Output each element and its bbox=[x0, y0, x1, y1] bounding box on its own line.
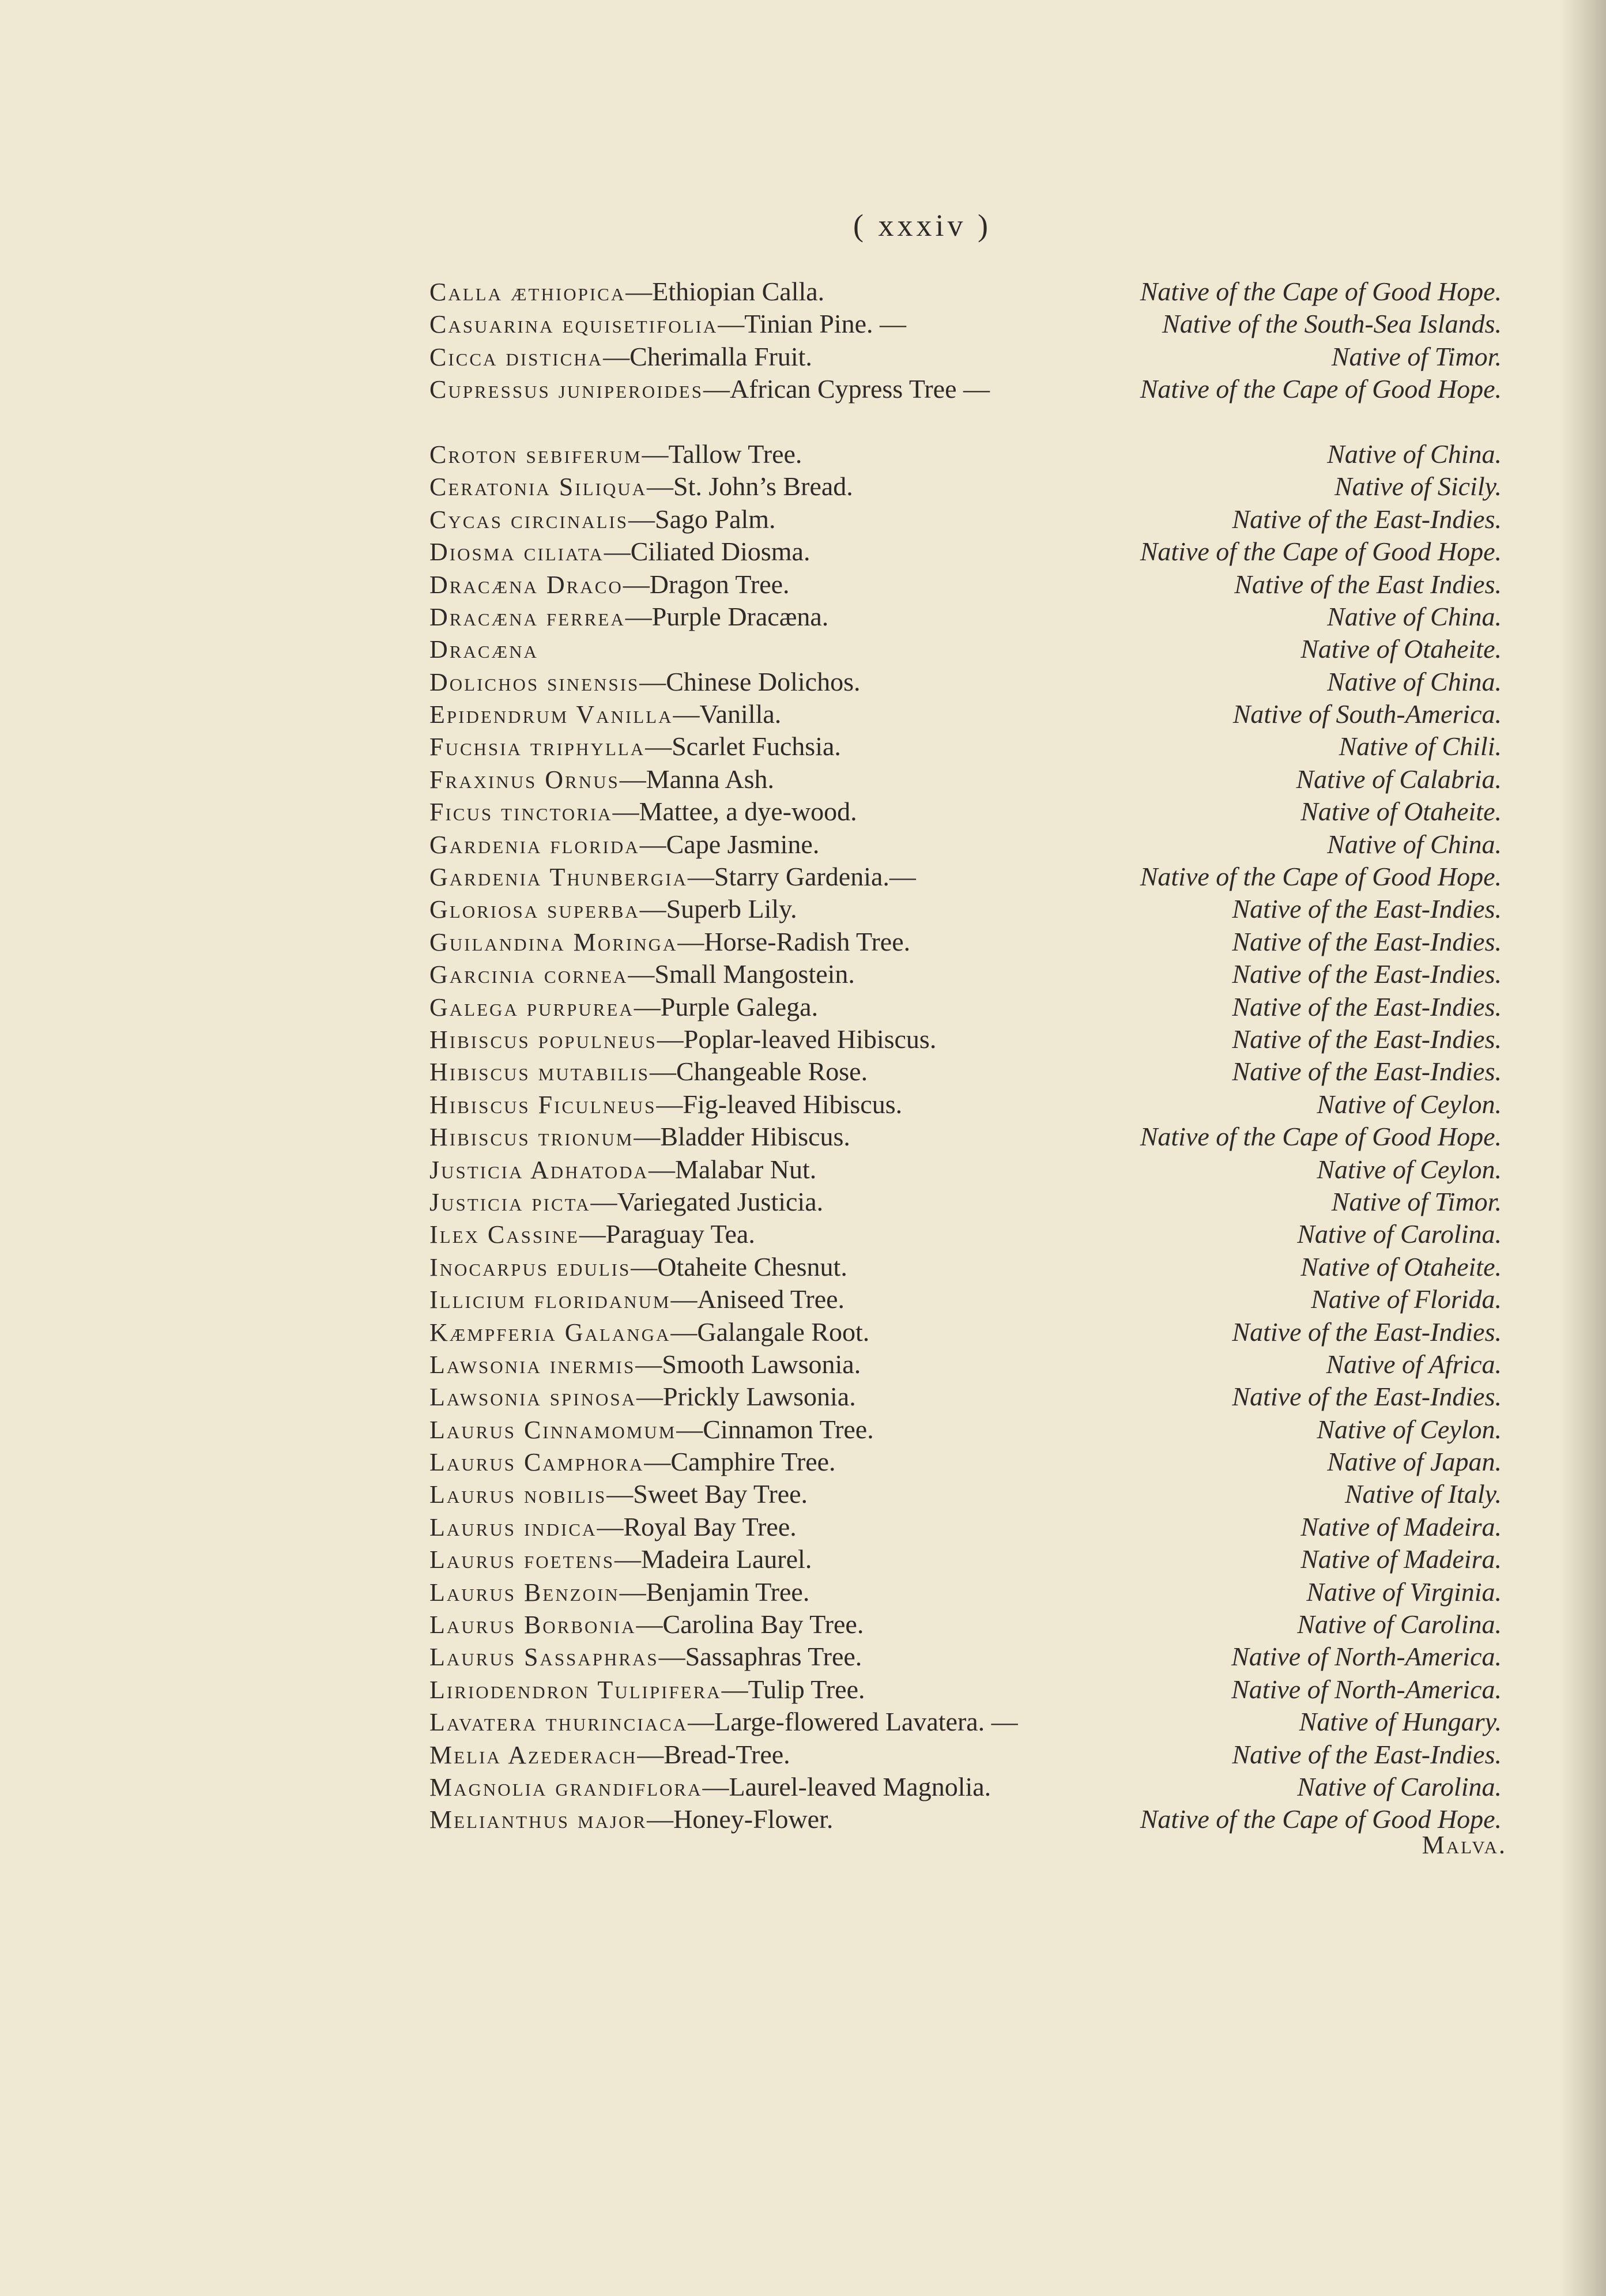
native-region: Native of the Cape of Good Hope. bbox=[1140, 862, 1502, 892]
list-item bbox=[429, 1739, 1502, 1771]
common-name: —Variegated Justicia. bbox=[590, 1186, 824, 1216]
botanical-name: Inocarpus edulis bbox=[429, 1253, 631, 1281]
botanical-name: Laurus nobilis bbox=[429, 1480, 607, 1509]
native-region: Native of the East-Indies. bbox=[1232, 991, 1502, 1021]
native-region: Native of North-America. bbox=[1231, 1642, 1502, 1672]
botanical-name: Dracæna bbox=[429, 635, 538, 664]
botanical-name: Laurus foetens bbox=[429, 1545, 615, 1574]
native-region: Native of Hungary. bbox=[1299, 1707, 1502, 1737]
common-name: —Tinian Pine. — bbox=[718, 309, 907, 339]
list-item bbox=[429, 536, 1502, 568]
common-name: —Scarlet Fuchsia. bbox=[645, 732, 841, 761]
botanical-name: Dracæna ferrea bbox=[429, 602, 625, 631]
botanical-name: Calla æthiopica bbox=[429, 278, 626, 306]
list-item bbox=[429, 926, 1502, 958]
common-name: —Purple Dracæna. bbox=[625, 601, 829, 631]
list-item bbox=[429, 1186, 1502, 1218]
botanical-name: Lavatera thurinciaca bbox=[429, 1708, 688, 1737]
native-region: Native of Timor. bbox=[1331, 1186, 1502, 1216]
list-item bbox=[429, 568, 1502, 601]
botanical-name: Cycas circinalis bbox=[429, 505, 628, 534]
botanical-name: Hibiscus Ficulneus bbox=[429, 1090, 657, 1119]
native-region: Native of the South-Sea Islands. bbox=[1162, 309, 1502, 339]
common-name: —Manna Ash. bbox=[619, 764, 775, 794]
list-item bbox=[429, 1218, 1502, 1250]
list-item bbox=[429, 796, 1502, 828]
list-item bbox=[429, 861, 1502, 893]
list-item bbox=[429, 958, 1502, 990]
botanical-name: Garcinia cornea bbox=[429, 960, 628, 989]
list-item bbox=[429, 1316, 1502, 1348]
list-item bbox=[429, 991, 1502, 1023]
native-region: Native of Japan. bbox=[1327, 1447, 1502, 1477]
common-name: —Honey-Flower. bbox=[647, 1804, 834, 1834]
native-region: Native of China. bbox=[1327, 829, 1502, 859]
botanical-name: Kæmpferia Galanga bbox=[429, 1318, 671, 1347]
common-name: —Poplar-leaved Hibiscus. bbox=[657, 1024, 937, 1054]
list-item bbox=[429, 1023, 1502, 1055]
native-region: Native of the East-Indies. bbox=[1232, 894, 1502, 924]
native-region: Native of China. bbox=[1327, 439, 1502, 469]
botanical-name: Cicca disticha bbox=[429, 342, 604, 371]
list-item bbox=[429, 1055, 1502, 1088]
native-region: Native of Otaheite. bbox=[1300, 634, 1502, 664]
botanical-name: Gardenia florida bbox=[429, 830, 640, 859]
list-item bbox=[429, 1543, 1502, 1575]
native-region: Native of Madeira. bbox=[1300, 1511, 1502, 1541]
native-region: Native of China. bbox=[1327, 601, 1502, 631]
list-item bbox=[429, 1608, 1502, 1641]
list-item bbox=[429, 698, 1502, 730]
list-item bbox=[429, 1121, 1502, 1153]
common-name: —Aniseed Tree. bbox=[670, 1284, 845, 1314]
native-region: Native of Carolina. bbox=[1297, 1219, 1502, 1249]
botanical-name: Gardenia Thunbergia bbox=[429, 863, 688, 892]
list-item bbox=[429, 341, 1502, 373]
common-name: —St. John’s Bread. bbox=[647, 472, 853, 502]
botanical-name: Liriodendron Tulipifera bbox=[429, 1675, 722, 1704]
common-name: —Malabar Nut. bbox=[649, 1154, 817, 1184]
list-item bbox=[429, 308, 1502, 340]
plant-list bbox=[429, 276, 1502, 1836]
page-edge-shadow bbox=[1560, 0, 1606, 2296]
native-region: Native of the East-Indies. bbox=[1232, 504, 1502, 534]
native-region: Native of Florida. bbox=[1311, 1284, 1502, 1314]
botanical-name: Gloriosa superba bbox=[429, 895, 640, 924]
common-name: —Changeable Rose. bbox=[649, 1057, 868, 1087]
native-region: Native of Madeira. bbox=[1300, 1544, 1502, 1574]
common-name: —Smooth Lawsonia. bbox=[635, 1349, 861, 1379]
native-region: Native of Ceylon. bbox=[1317, 1154, 1502, 1184]
list-item bbox=[429, 893, 1502, 925]
native-region: Native of Otaheite. bbox=[1300, 1251, 1502, 1281]
common-name: —Laurel-leaved Magnolia. bbox=[702, 1771, 992, 1801]
common-name: —Paraguay Tea. bbox=[579, 1219, 755, 1249]
botanical-name: Hibiscus trionum bbox=[429, 1123, 634, 1152]
common-name: —Starry Gardenia.— bbox=[687, 862, 916, 892]
list-item bbox=[429, 601, 1502, 633]
native-region: Native of Sicily. bbox=[1334, 472, 1502, 502]
botanical-name: Justicia Adhatoda bbox=[429, 1155, 649, 1184]
native-region: Native of the East-Indies. bbox=[1232, 1057, 1502, 1087]
botanical-name: Epidendrum Vanilla bbox=[429, 700, 673, 729]
list-item bbox=[429, 1511, 1502, 1543]
botanical-name: Fraxinus Ornus bbox=[429, 765, 620, 794]
native-region: Native of the Cape of Good Hope. bbox=[1140, 1804, 1502, 1834]
botanical-name: Laurus Borbonia bbox=[429, 1611, 636, 1639]
common-name: —Sassaphras Tree. bbox=[658, 1642, 862, 1672]
botanical-name: Lawsonia spinosa bbox=[429, 1383, 636, 1412]
native-region: Native of the East-Indies. bbox=[1232, 1739, 1502, 1769]
common-name: —Chinese Dolichos. bbox=[639, 666, 861, 696]
native-region: Native of Ceylon. bbox=[1317, 1089, 1502, 1119]
catchword: Malva. bbox=[1422, 1831, 1507, 1859]
list-item bbox=[429, 1641, 1502, 1673]
botanical-name: Dolichos sinensis bbox=[429, 668, 640, 696]
common-name: —Bladder Hibiscus. bbox=[634, 1122, 850, 1152]
common-name: —Cape Jasmine. bbox=[639, 829, 820, 859]
common-name: —Purple Galega. bbox=[634, 991, 819, 1021]
list-item bbox=[429, 666, 1502, 698]
botanical-name: Illicium floridanum bbox=[429, 1285, 671, 1314]
common-name: —Horse-Radish Tree. bbox=[677, 926, 911, 956]
native-region: Native of the East-Indies. bbox=[1232, 1024, 1502, 1054]
list-item bbox=[429, 730, 1502, 763]
list-item bbox=[429, 1478, 1502, 1510]
list-item bbox=[429, 828, 1502, 861]
list-item bbox=[429, 1381, 1502, 1413]
botanical-name: Diosma ciliata bbox=[429, 538, 604, 567]
botanical-name: Laurus indica bbox=[429, 1513, 597, 1541]
common-name: —Vanilla. bbox=[673, 699, 782, 729]
list-item bbox=[429, 1771, 1502, 1803]
common-name: —Madeira Laurel. bbox=[614, 1544, 812, 1574]
list-item bbox=[429, 1153, 1502, 1186]
common-name: —Mattee, a dye-wood. bbox=[612, 797, 857, 827]
common-name: —Prickly Lawsonia. bbox=[636, 1382, 856, 1412]
botanical-name: Hibiscus populneus bbox=[429, 1026, 657, 1054]
botanical-name: Laurus Camphora bbox=[429, 1448, 644, 1477]
botanical-name: Casuarina equisetifolia bbox=[429, 310, 718, 339]
list-item bbox=[429, 373, 1502, 438]
native-region: Native of Timor. bbox=[1331, 341, 1502, 371]
botanical-name: Melianthus major bbox=[429, 1805, 647, 1834]
common-name: —Sago Palm. bbox=[628, 504, 776, 534]
native-region: Native of the Cape of Good Hope. bbox=[1140, 537, 1502, 567]
list-item bbox=[429, 1251, 1502, 1283]
botanical-name: Laurus Cinnamomum bbox=[429, 1415, 677, 1444]
botanical-name: Hibiscus mutabilis bbox=[429, 1058, 650, 1087]
list-item bbox=[429, 1446, 1502, 1478]
native-region: Native of Otaheite. bbox=[1300, 797, 1502, 827]
native-region: Native of the East Indies. bbox=[1234, 569, 1502, 599]
common-name: —Cinnamon Tree. bbox=[676, 1414, 874, 1444]
native-region: Native of the Cape of Good Hope. bbox=[1140, 374, 1502, 404]
common-name: —Superb Lily. bbox=[639, 894, 797, 924]
botanical-name: Lawsonia inermis bbox=[429, 1350, 636, 1379]
native-region: Native of Chili. bbox=[1339, 732, 1502, 761]
native-region: Native of North-America. bbox=[1231, 1674, 1502, 1704]
native-region: Native of Calabria. bbox=[1296, 764, 1502, 794]
native-region: Native of China. bbox=[1327, 666, 1502, 696]
list-item bbox=[429, 438, 1502, 470]
common-name: —Sweet Bay Tree. bbox=[606, 1479, 808, 1509]
common-name: —Ethiopian Calla. bbox=[625, 277, 825, 306]
botanical-name: Laurus Sassaphras bbox=[429, 1643, 659, 1672]
common-name: —Fig-leaved Hibiscus. bbox=[656, 1089, 903, 1119]
list-item bbox=[429, 470, 1502, 503]
botanical-name: Galega purpurea bbox=[429, 993, 634, 1021]
common-name: —Camphire Tree. bbox=[644, 1447, 836, 1477]
botanical-name: Fuchsia triphylla bbox=[429, 733, 646, 761]
botanical-name: Ceratonia Siliqua bbox=[429, 473, 647, 502]
list-item bbox=[429, 1576, 1502, 1608]
botanical-name: Dracæna Draco bbox=[429, 570, 623, 599]
botanical-name: Laurus Benzoin bbox=[429, 1578, 620, 1607]
botanical-name: Melia Azederach bbox=[429, 1740, 638, 1769]
list-item bbox=[429, 1803, 1502, 1835]
botanical-name: Magnolia grandiflora bbox=[429, 1773, 703, 1801]
botanical-name: Guilandina Moringa bbox=[429, 928, 678, 956]
common-name: —Benjamin Tree. bbox=[619, 1577, 810, 1607]
native-region: Native of the East-Indies. bbox=[1232, 1317, 1502, 1347]
botanical-name: Justicia picta bbox=[429, 1187, 591, 1216]
list-item bbox=[429, 1283, 1502, 1315]
native-region: Native of Italy. bbox=[1344, 1479, 1502, 1509]
list-item bbox=[429, 763, 1502, 796]
botanical-name: Ilex Cassine bbox=[429, 1220, 579, 1249]
common-name: —Large-flowered Lavatera. — bbox=[688, 1707, 1018, 1737]
native-region: Native of Carolina. bbox=[1297, 1609, 1502, 1639]
list-item bbox=[429, 1348, 1502, 1381]
common-name: —Tallow Tree. bbox=[642, 439, 802, 469]
common-name: —African Cypress Tree — bbox=[703, 374, 990, 404]
native-region: Native of South-America. bbox=[1232, 699, 1502, 729]
page-number-header: ( xxxiv ) bbox=[853, 208, 992, 243]
native-region: Native of the East-Indies. bbox=[1232, 926, 1502, 956]
list-item bbox=[429, 1706, 1502, 1738]
native-region: Native of the Cape of Good Hope. bbox=[1140, 1122, 1502, 1152]
botanical-name: Cupressus juniperoides bbox=[429, 375, 703, 404]
common-name: —Bread-Tree. bbox=[637, 1739, 790, 1769]
common-name: —Otaheite Chesnut. bbox=[631, 1251, 847, 1281]
common-name: —Carolina Bay Tree. bbox=[636, 1609, 864, 1639]
common-name: —Royal Bay Tree. bbox=[597, 1511, 797, 1541]
list-item bbox=[429, 276, 1502, 308]
list-item bbox=[429, 1673, 1502, 1706]
common-name: —Dragon Tree. bbox=[623, 569, 790, 599]
native-region: Native of the East-Indies. bbox=[1232, 959, 1502, 989]
native-region: Native of Ceylon. bbox=[1317, 1414, 1502, 1444]
list-item bbox=[429, 503, 1502, 536]
common-name: —Cherimalla Fruit. bbox=[603, 341, 812, 371]
common-name: —Small Mangostein. bbox=[628, 959, 855, 989]
native-region: Native of Africa. bbox=[1326, 1349, 1502, 1379]
native-region: Native of Carolina. bbox=[1297, 1771, 1502, 1801]
list-item bbox=[429, 1413, 1502, 1446]
botanical-name: Ficus tinctoria bbox=[429, 798, 613, 827]
common-name: —Tulip Tree. bbox=[721, 1674, 865, 1704]
native-region: Native of the East-Indies. bbox=[1232, 1382, 1502, 1412]
native-region: Native of Virginia. bbox=[1306, 1577, 1502, 1607]
common-name: —Ciliated Diosma. bbox=[604, 537, 810, 567]
list-item bbox=[429, 1088, 1502, 1121]
native-region: Native of the Cape of Good Hope. bbox=[1140, 277, 1502, 306]
common-name: —Galangale Root. bbox=[670, 1317, 870, 1347]
botanical-name: Croton sebiferum bbox=[429, 440, 642, 469]
list-item bbox=[429, 633, 1502, 665]
